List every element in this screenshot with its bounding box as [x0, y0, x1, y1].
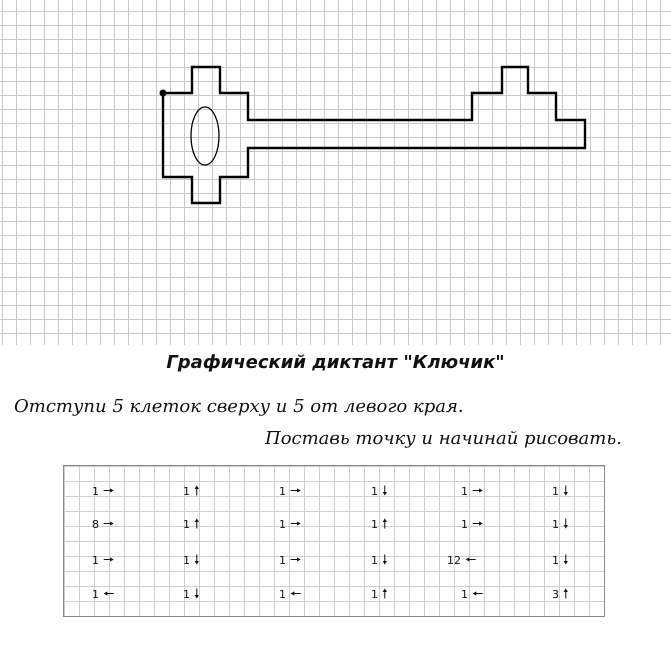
step-count: 1 — [371, 518, 378, 531]
step-count: 1 — [183, 518, 190, 531]
step-count: 1 — [371, 588, 378, 601]
table-cell — [364, 482, 388, 502]
table-cell — [364, 585, 388, 605]
table-cell — [176, 551, 200, 571]
table-cell — [272, 515, 301, 535]
table-cell — [545, 515, 569, 535]
table-cell — [454, 585, 483, 605]
table-cell — [85, 482, 114, 502]
arrow-down-icon: 🠗 — [194, 553, 200, 568]
step-count: 1 — [92, 485, 99, 498]
table-cell — [272, 482, 301, 502]
table-cell — [85, 585, 114, 605]
arrow-left-icon: 🠔 — [290, 587, 302, 602]
arrow-right-icon: 🠖 — [290, 484, 302, 499]
arrow-up-icon: 🠕 — [563, 587, 569, 602]
arrow-down-icon: 🠗 — [194, 587, 200, 602]
arrow-right-icon: 🠖 — [103, 553, 115, 568]
table-cell — [545, 551, 569, 571]
arrow-down-icon: 🠗 — [382, 484, 388, 499]
key-bow-hole — [191, 107, 219, 165]
step-count: 1 — [183, 554, 190, 567]
table-cell — [364, 551, 388, 571]
table-cell — [447, 551, 476, 571]
key-outline — [163, 67, 585, 203]
instruction-start-position: Отступи 5 клеток сверху и 5 от левого края. — [14, 396, 464, 417]
arrow-left-icon: 🠔 — [465, 553, 477, 568]
step-count: 1 — [183, 485, 190, 498]
step-count: 3 — [552, 588, 559, 601]
table-cell — [454, 515, 483, 535]
arrow-right-icon: 🠖 — [103, 517, 115, 532]
table-cell — [454, 482, 483, 502]
table-cell — [176, 585, 200, 605]
table-cell — [272, 551, 301, 571]
step-count: 1 — [92, 554, 99, 567]
table-cell — [545, 585, 569, 605]
arrow-down-icon: 🠗 — [563, 553, 569, 568]
table-cell — [364, 515, 388, 535]
table-cell — [272, 585, 301, 605]
step-count: 1 — [279, 518, 286, 531]
table-cell — [85, 551, 114, 571]
step-count: 1 — [371, 485, 378, 498]
step-count: 1 — [279, 588, 286, 601]
arrow-right-icon: 🠖 — [103, 484, 115, 499]
start-dot — [160, 90, 167, 97]
arrow-down-icon: 🠗 — [382, 553, 388, 568]
arrow-right-icon: 🠖 — [472, 484, 484, 499]
step-count: 1 — [461, 485, 468, 498]
step-count: 1 — [552, 485, 559, 498]
arrow-left-icon: 🠔 — [103, 587, 115, 602]
step-count: 1 — [279, 554, 286, 567]
step-count: 1 — [461, 518, 468, 531]
step-count: 1 — [183, 588, 190, 601]
page-title: Графический диктант "Ключик" — [166, 352, 505, 373]
instruction-place-dot: Поставь точку и начинай рисовать. — [265, 428, 622, 449]
arrow-up-icon: 🠕 — [194, 484, 200, 499]
arrow-up-icon: 🠕 — [382, 517, 388, 532]
table-cell — [176, 515, 200, 535]
dictation-table — [63, 465, 605, 617]
step-count: 8 — [92, 518, 99, 531]
step-count: 1 — [92, 588, 99, 601]
step-count: 1 — [552, 518, 559, 531]
arrow-right-icon: 🠖 — [290, 553, 302, 568]
arrow-right-icon: 🠖 — [472, 517, 484, 532]
step-count: 1 — [461, 588, 468, 601]
step-count: 1 — [552, 554, 559, 567]
step-count: 1 — [371, 554, 378, 567]
table-cell — [176, 482, 200, 502]
table-cell — [545, 482, 569, 502]
arrow-up-icon: 🠕 — [382, 587, 388, 602]
arrow-down-icon: 🠗 — [563, 484, 569, 499]
arrow-left-icon: 🠔 — [472, 587, 484, 602]
arrow-down-icon: 🠗 — [563, 517, 569, 532]
arrow-up-icon: 🠕 — [194, 517, 200, 532]
table-cell — [85, 515, 114, 535]
step-count: 1 — [279, 485, 286, 498]
step-count: 12 — [447, 554, 461, 567]
arrow-right-icon: 🠖 — [290, 517, 302, 532]
